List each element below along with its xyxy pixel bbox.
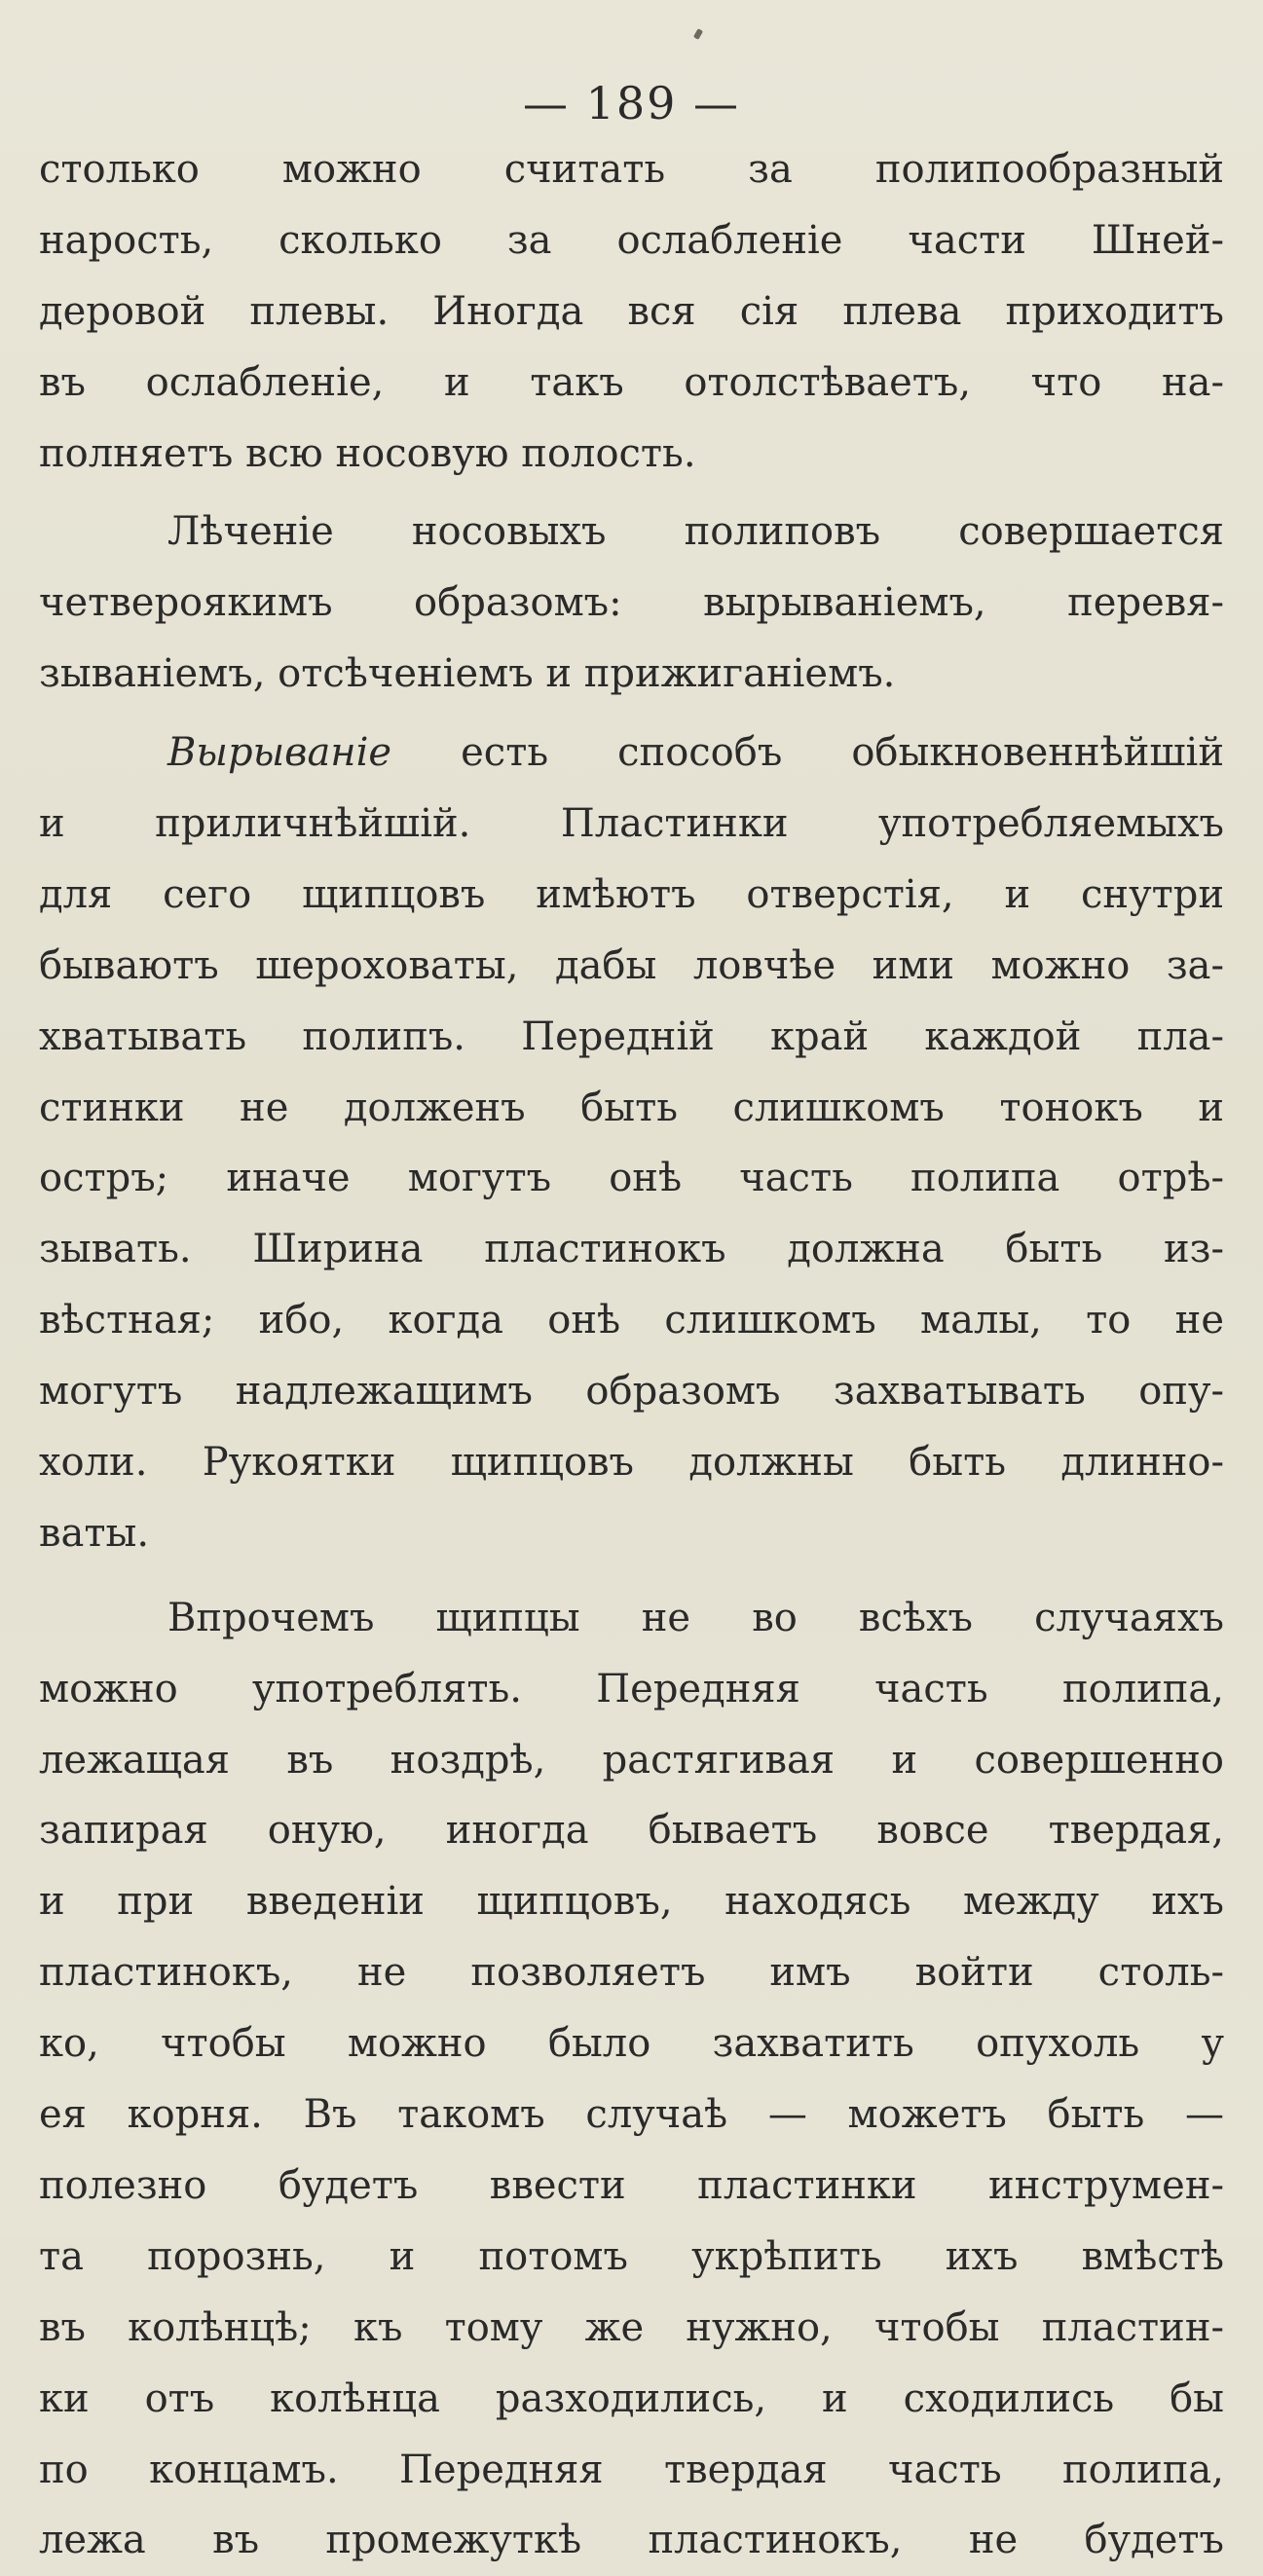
text-line: ко, чтобы можно было захватить опухоль у bbox=[39, 2021, 1224, 2067]
paragraph-1 bbox=[39, 134, 1224, 489]
text-line: столько можно считать за полипообразный bbox=[39, 147, 1224, 192]
italic-term: Вырываніе bbox=[167, 730, 392, 776]
text-line: лежа въ промежуткѣ пластинокъ, не будетъ bbox=[39, 2518, 1224, 2563]
text-line: четвероякимъ образомъ: вырываніемъ, перевя- bbox=[39, 580, 1224, 626]
text-line: зывать. Ширина пластинокъ должна быть из- bbox=[39, 1227, 1224, 1272]
text-line: въ ослабленіе, и такъ отолстѣваетъ, что на- bbox=[39, 359, 1224, 405]
text-line: хватывать полипъ. Передній край каждой пла- bbox=[39, 1013, 1224, 1059]
text-line: въ колѣнцѣ; къ тому же нужно, чтобы пластин- bbox=[39, 2304, 1224, 2350]
paragraph-2 bbox=[39, 497, 1224, 710]
page-number: — 189 — bbox=[522, 77, 741, 129]
text-line: остръ; иначе могутъ онѣ часть полипа отрѣ- bbox=[39, 1156, 1224, 1201]
text-line: холи. Рукоятки щипцовъ должны быть длинно- bbox=[39, 1440, 1224, 1486]
text-line: ея корня. Въ такомъ случаѣ — можетъ быть — bbox=[39, 2092, 1224, 2138]
paragraph-4 bbox=[39, 1583, 1224, 2576]
text-line: деровой плевы. Иногда вся сія плева приходитъ bbox=[39, 288, 1224, 334]
text-line: и приличнѣйшій. Пластинки употребляемыхъ bbox=[39, 801, 1224, 847]
text-line: запирая оную, иногда бываетъ вовсе твердая, bbox=[39, 1808, 1224, 1854]
text-line: Лѣченіе носовыхъ полиповъ совершается bbox=[167, 509, 1224, 555]
text-line: пластинокъ, не позволяетъ имъ войти столь- bbox=[39, 1950, 1224, 1996]
text-line: можно употреблять. Передняя часть полипа, bbox=[39, 1666, 1224, 1711]
text-line: полняетъ всю носовую полость. bbox=[39, 430, 696, 476]
text-line: могутъ надлежащимъ образомъ захватывать опу- bbox=[39, 1369, 1224, 1415]
text-body bbox=[39, 134, 1224, 2576]
text-line: ваты. bbox=[39, 1510, 150, 1556]
text-line: бываютъ шероховаты, дабы ловчѣе ими можно за- bbox=[39, 942, 1224, 988]
text-line: зываніемъ, отсѣченіемъ и прижиганіемъ. bbox=[39, 651, 896, 697]
text-line: по концамъ. Передняя твердая часть полипа, bbox=[39, 2447, 1224, 2492]
text-line: для сего щипцовъ имѣютъ отверстія, и снутри bbox=[39, 871, 1224, 917]
text-line: Впрочемъ щипцы не во всѣхъ случаяхъ bbox=[167, 1595, 1224, 1640]
text-line: вѣстная; ибо, когда онѣ слишкомъ малы, то не bbox=[39, 1298, 1224, 1343]
text-line-rest: есть способъ обыкновеннѣйшій bbox=[391, 730, 1224, 776]
text-line: ки отъ колѣнца разходились, и сходились бы bbox=[39, 2375, 1224, 2421]
text-line: стинки не долженъ быть слишкомъ тонокъ и bbox=[39, 1085, 1224, 1130]
text-line bbox=[39, 718, 1224, 789]
text-line: та порознь, и потомъ укрѣпить ихъ вмѣстѣ bbox=[39, 2233, 1224, 2279]
text-line: нарость, сколько за ослабленіе части Шней- bbox=[39, 217, 1224, 263]
text-line: и при введеніи щипцовъ, находясь между ихъ bbox=[39, 1879, 1224, 1925]
paragraph-3 bbox=[39, 718, 1224, 1569]
text-line: лежащая въ ноздрѣ, растягивая и совершенно bbox=[39, 1737, 1224, 1783]
text-line: полезно будетъ ввести пластинки инструмен- bbox=[39, 2162, 1224, 2208]
ink-speck bbox=[693, 28, 703, 40]
